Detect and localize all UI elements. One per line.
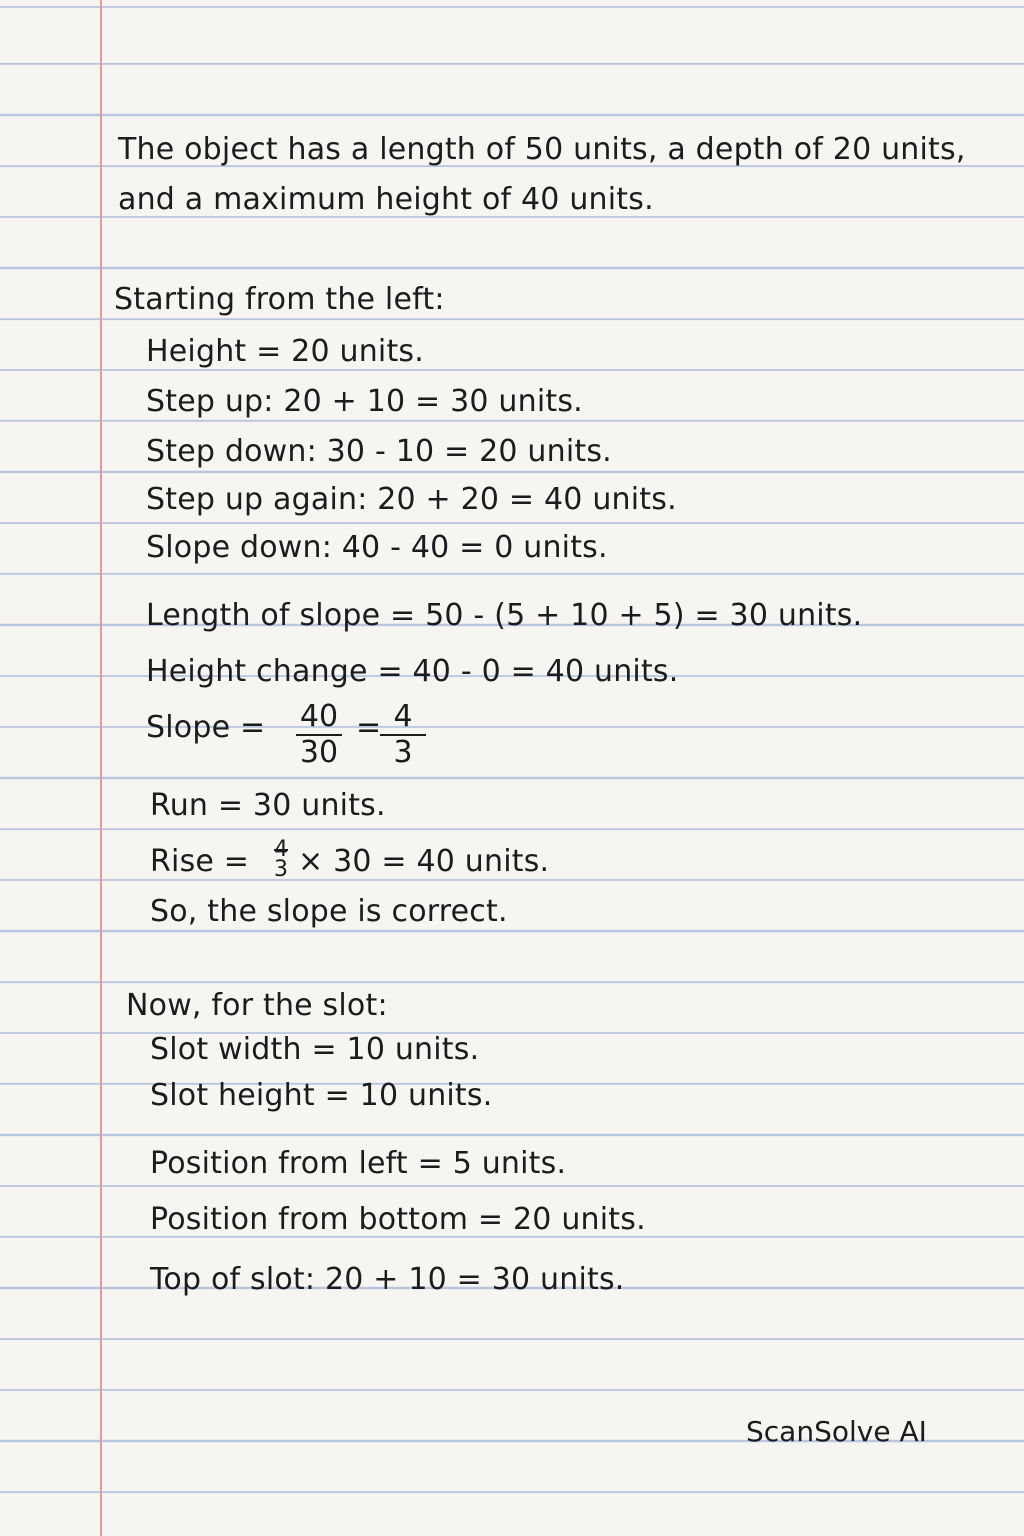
slope-fraction-40-30 xyxy=(296,700,342,770)
intro-line-2: and a maximum height of 40 units. xyxy=(118,182,654,217)
slot-heading: Now, for the slot: xyxy=(126,988,388,1023)
length-of-slope: Length of slope = 50 - (5 + 10 + 5) = 30 units. xyxy=(146,598,863,633)
slot-height: Slot height = 10 units. xyxy=(150,1078,493,1113)
rise-label: Rise = xyxy=(150,844,250,879)
start-heading: Starting from the left: xyxy=(114,282,445,317)
rise-fraction xyxy=(272,837,290,882)
position-from-left: Position from left = 5 units. xyxy=(150,1146,567,1181)
intro-line-1: The object has a length of 50 units, a depth of 20 units, xyxy=(118,132,966,167)
brand-label: ScanSolve AI xyxy=(746,1415,927,1448)
start-step-up: Step up: 20 + 10 = 30 units. xyxy=(146,384,583,419)
slope-label: Slope = xyxy=(146,710,266,745)
start-step-up-again: Step up again: 20 + 20 = 40 units. xyxy=(146,482,677,517)
fraction-numerator: 4 xyxy=(380,700,426,736)
slot-width: Slot width = 10 units. xyxy=(150,1032,480,1067)
fraction-numerator: 40 xyxy=(296,700,342,736)
slope-conclusion: So, the slope is correct. xyxy=(150,894,508,929)
start-step-down: Step down: 30 - 10 = 20 units. xyxy=(146,434,612,469)
position-from-bottom: Position from bottom = 20 units. xyxy=(150,1202,646,1237)
fraction-denominator: 30 xyxy=(299,735,339,770)
height-change: Height change = 40 - 0 = 40 units. xyxy=(146,654,679,689)
start-slope-down: Slope down: 40 - 40 = 0 units. xyxy=(146,530,608,565)
slope-equals: = xyxy=(356,710,382,745)
slope-fraction-4-3 xyxy=(380,700,426,770)
fraction-denominator: 3 xyxy=(274,857,288,882)
start-step-height: Height = 20 units. xyxy=(146,334,424,369)
fraction-denominator: 3 xyxy=(393,735,413,770)
margin-line xyxy=(100,0,102,1536)
fraction-numerator: 4 xyxy=(274,837,288,862)
rise-rest: × 30 = 40 units. xyxy=(298,844,550,879)
run-line: Run = 30 units. xyxy=(150,788,386,823)
top-of-slot: Top of slot: 20 + 10 = 30 units. xyxy=(150,1262,625,1297)
